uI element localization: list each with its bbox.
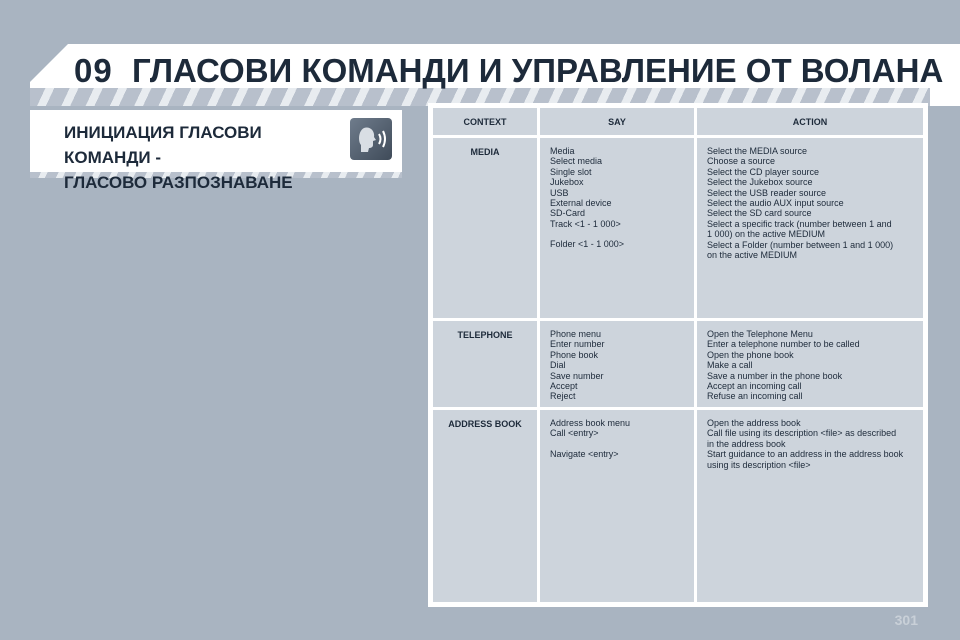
say-line: Folder <1 - 1 000> (550, 239, 625, 250)
action-telephone (697, 321, 923, 407)
action-line: Save a number in the phone book (707, 370, 843, 381)
say-line: External device (550, 198, 612, 209)
action-line: Open the Telephone Menu (707, 329, 813, 339)
say-line: Address book menu (550, 418, 631, 428)
say-line: Accept (550, 381, 578, 392)
say-line: Jukebox (550, 177, 584, 188)
say-line: Call <entry> (550, 428, 599, 439)
section-title-line1: ИНИЦИАЦИЯ ГЛАСОВИ КОМАНДИ - (64, 123, 267, 167)
action-line: Select a Folder (number between 1 and 1 000) (707, 239, 894, 250)
say-line: Phone book (550, 349, 599, 360)
action-line: Open the phone book (707, 349, 794, 360)
action-line: Call file using its description <file> as described (707, 428, 897, 439)
action-line: Select the SD card source (707, 208, 812, 219)
say-line: Phone menu (550, 329, 602, 339)
action-line: Start guidance to an address in the address book (707, 449, 904, 460)
action-line: Select the Jukebox source (707, 177, 813, 188)
say-line: Enter number (550, 339, 605, 350)
say-line: Save number (550, 370, 604, 381)
voice-command-icon (350, 118, 392, 160)
context-telephone: TELEPHONE (433, 321, 537, 407)
action-line: Make a call (707, 360, 753, 371)
say-telephone (540, 321, 694, 407)
action-line: Open the address book (707, 418, 801, 428)
say-address-book (540, 410, 694, 602)
say-line: USB (550, 187, 569, 198)
say-line: Reject (550, 391, 576, 402)
action-line: in the address book (707, 438, 786, 449)
action-line: Choose a source (707, 156, 776, 167)
say-line: Track <1 - 1 000> (550, 218, 621, 229)
action-media (697, 138, 923, 318)
action-line: 1 000) on the active MEDIUM (707, 229, 826, 240)
say-line: SD-Card (550, 208, 586, 219)
say-media (540, 138, 694, 318)
spacer (550, 439, 694, 449)
header-context: CONTEXT (433, 108, 537, 135)
action-line: Select the USB reader source (707, 187, 827, 198)
action-line: Select the CD player source (707, 166, 820, 177)
chapter-title: ГЛАСОВИ КОМАНДИ И УПРАВЛЕНИЕ ОТ ВОЛАНА (132, 52, 944, 89)
context-address-book: ADDRESS BOOK (433, 410, 537, 602)
action-line: Select a specific track (number between 1 and (707, 218, 892, 229)
say-line: Dial (550, 360, 566, 371)
action-line: on the active MEDIUM (707, 250, 798, 261)
header-action: ACTION (697, 108, 923, 135)
action-line: Accept an incoming call (707, 381, 802, 392)
say-line: Select media (550, 156, 603, 167)
chapter-number: 09 (74, 52, 113, 89)
page-number: 301 (894, 612, 918, 628)
section-title (64, 120, 344, 195)
section-title-line2: ГЛАСОВО РАЗПОЗНАВАНЕ (64, 173, 293, 192)
say-line: Media (550, 146, 575, 156)
action-line: Select the MEDIA source (707, 146, 808, 156)
header-say: SAY (540, 108, 694, 135)
context-media: MEDIA (433, 138, 537, 318)
action-line: using its description <file> (707, 459, 811, 470)
action-line: Enter a telephone number to be called (707, 339, 860, 350)
say-line: Single slot (550, 166, 592, 177)
say-line: Navigate <entry> (550, 448, 619, 459)
action-line: Select the audio AUX input source (707, 198, 844, 209)
action-line: Refuse an incoming call (707, 391, 803, 402)
voice-command-table (428, 103, 928, 607)
action-address-book (697, 410, 923, 602)
spacer (550, 229, 694, 239)
